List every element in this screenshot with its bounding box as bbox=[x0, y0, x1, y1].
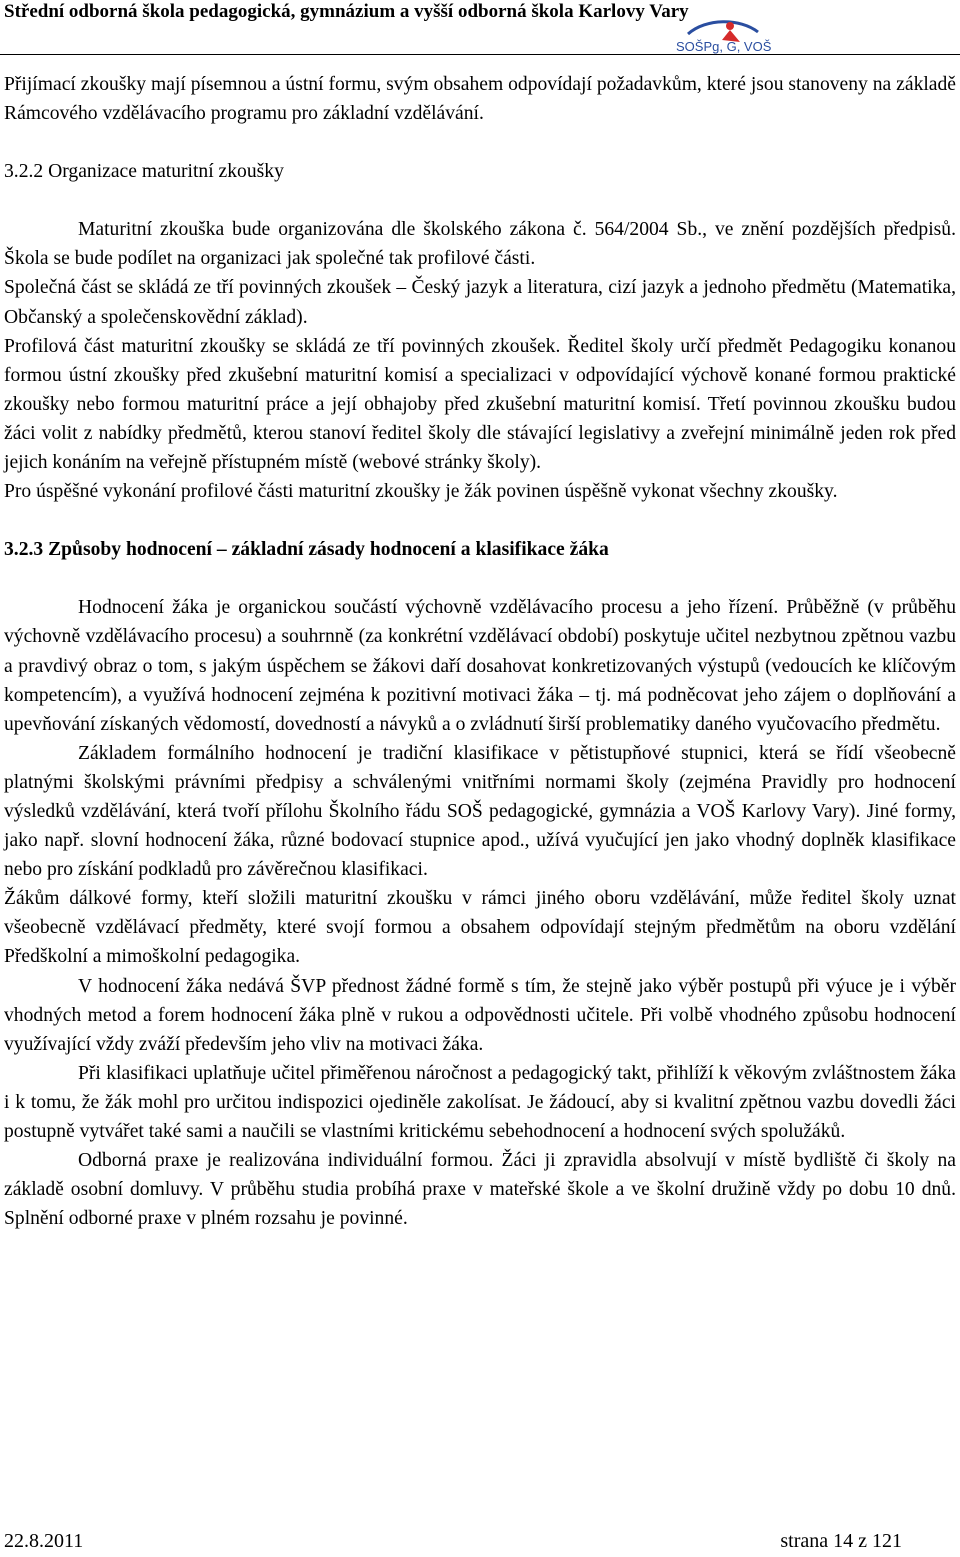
school-title: Střední odborná škola pedagogická, gymnázium a vyšší odborná škola Karlovy Vary bbox=[4, 1, 689, 22]
footer-page-number: strana 14 z 121 bbox=[780, 1530, 902, 1552]
paragraph-distance-students: Žákům dálkové formy, kteří složili maturitní zkoušku v rámci jiného oboru vzdělávání, může ředitel školy uznat všeobecně vzdělávací předměty, které svojí formou a obsahem odpovídají stejným předmětům na oboru vzdělání Předškolní a mimoškolní pedagogika. bbox=[4, 888, 956, 968]
paragraph-assessment-overview: Hodnocení žáka je organickou součástí výchovně vzdělávacího procesu a jeho řízení. Průběžně (v průběhu výchovně vzdělávacího procesu) a souhrnně (za konkrétní vzdělávací období) poskytuje učitel nezbytnou zpětnou vazbu a pravdivý obraz o tom, s jakým úspěchem se žákovi daří dosahovat konkretizovaných výstupů (vedoucích ke klíčovým kompetencím), a využívá hodnocení zejména k pozitivní motivaci žáka – tj. má podněcovat jeho zájem o doplňování a upevňování získaných vědomostí, dovedností a návyků a o zvládnutí širší problematiky daného vyučovacího předmětu. bbox=[4, 597, 956, 735]
paragraph-maturita-law: Maturitní zkouška bude organizována dle školského zákona č. 564/2004 Sb., ve znění pozdějších předpisů. Škola se bude podílet na organizaci jak společné tak profilové části. bbox=[4, 219, 956, 270]
heading-assessment: 3.2.3 Způsoby hodnocení – základní zásady hodnocení a klasifikace žáka bbox=[4, 539, 609, 561]
logo-swoosh bbox=[688, 22, 758, 34]
paragraph-svp-assessment: V hodnocení žáka nedává ŠVP přednost žádné formě s tím, že stejně jako výběr postupů při výuce je i výběr vhodných metod a forem hodnocení žáka plně v rukou a odpovědnosti učitele. Při volbě vhodného způsobu hodnocení využívající vždy zváží především jeho vliv na motivaci žáka. bbox=[4, 975, 956, 1055]
logo-figure-head bbox=[726, 22, 734, 30]
paragraph-profile-part: Profilová část maturitní zkoušky se skládá ze tří povinných zkoušek. Ředitel školy určí předmět Pedagogiku konanou formou ústní zkoušky před zkušební maturitní komisí a specializaci v odpovídající výchově konané formou praktické zkoušky nebo formou maturitní práce a její obhajoby před zkušební maturitní komisí. Třetí povinnou zkoušku budou žáci volit z nabídky předmětů, kterou stanoví ředitel školy dle stávající legislativy a zveřejní minimálně jeden rok před jejich konáním na veřejně přístupném místě (webové stránky školy). bbox=[4, 335, 956, 474]
paragraph-practice: Odborná praxe je realizována individuální formou. Žáci ji zpravidla absolvují v místě bydliště či školy na základě osobní domluvy. V průběhu studia probíhá praxe v mateřské škole a ve školní družině vždy po dobu 10 dnů. Splnění odborné praxe v plném rozsahu je povinné. bbox=[4, 1150, 956, 1230]
paragraph-common-part: Společná část se skládá ze tří povinných zkoušek – Český jazyk a literatura, cizí jazyk a jednoho předmětu (Matematika, Občanský a společenskovědní základ). bbox=[4, 277, 956, 328]
document-body bbox=[4, 70, 956, 1233]
paragraph-profile-success: Pro úspěšné vykonání profilové části maturitní zkoušky je žák povinen úspěšně vykonat všechny zkoušky. bbox=[4, 481, 838, 503]
paragraph-admission: Přijímací zkoušky mají písemnou a ústní formu, svým obsahem odpovídají požadavkům, které jsou stanoveny na základě Rámcového vzdělávacího programu pro základní vzdělávání. bbox=[4, 74, 956, 125]
footer-date: 22.8.2011 bbox=[4, 1530, 84, 1552]
header-divider bbox=[0, 54, 960, 55]
school-logo bbox=[648, 16, 772, 56]
heading-maturita-organization: 3.2.2 Organizace maturitní zkoušky bbox=[4, 161, 284, 183]
page-header bbox=[0, 0, 960, 56]
logo-text: SOŠPg, G, VOŠ bbox=[676, 39, 772, 54]
paragraph-classification-tact: Při klasifikaci uplatňuje učitel přiměřenou náročnost a pedagogický takt, přihlíží k věkovým zvláštnostem žáka i k tomu, že žák mohl pro určitou indispozici ojediněle zakolísat. Je žádoucí, aby si kvalitní zpětnou vazbu dovedli žáci postupně vytvářet také sami a naučili se vlastními kritickému sebehodnocení a hodnocení svých spolužáků. bbox=[4, 1062, 956, 1142]
paragraph-formal-grading: Základem formálního hodnocení je tradiční klasifikace v pětistupňové stupnici, která se řídí všeobecně platnými školskými právními předpisy a schválenými vnitřními normami školy (zejména Pravidly pro hodnocení výsledků vzdělávání, která tvoří přílohu Školního řádu SOŠ pedagogické, gymnázia a VOŠ Karlovy Vary). Jiné formy, jako např. slovní hodnocení žáka, různé bodovací stupnice apod., užívá vyučující jen jako vhodný doplněk klasifikace nebo pro získání podkladů pro závěrečnou klasifikaci. bbox=[4, 742, 956, 881]
